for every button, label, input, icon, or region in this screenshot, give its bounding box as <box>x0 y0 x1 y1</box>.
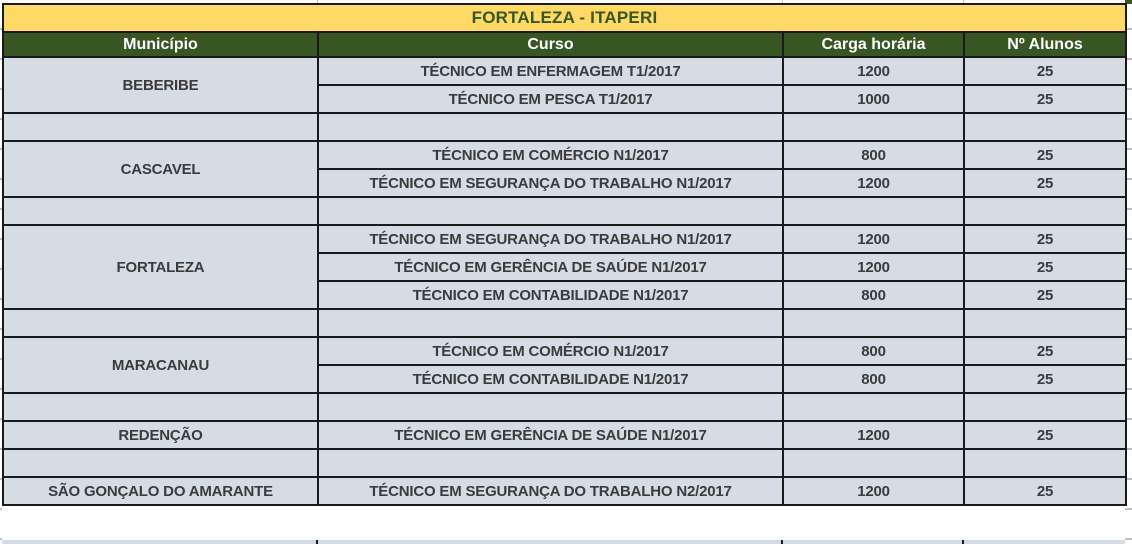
gridline-tick <box>316 540 318 544</box>
blank-cell[interactable] <box>3 197 318 225</box>
course-name-cell[interactable]: TÉCNICO EM SEGURANÇA DO TRABALHO N1/2017 <box>318 225 783 253</box>
course-name-cell[interactable]: TÉCNICO EM GERÊNCIA DE SAÚDE N1/2017 <box>318 253 783 281</box>
next-row-sliver <box>2 540 1125 544</box>
course-hours-cell[interactable]: 1200 <box>783 225 964 253</box>
municipality-cell[interactable]: SÃO GONÇALO DO AMARANTE <box>3 477 318 505</box>
separator-row <box>3 449 1126 477</box>
course-name-cell[interactable]: TÉCNICO EM SEGURANÇA DO TRABALHO N1/2017 <box>318 169 783 197</box>
course-row <box>3 141 1126 169</box>
blank-cell[interactable] <box>318 113 783 141</box>
course-hours-cell[interactable]: 800 <box>783 281 964 309</box>
blank-cell[interactable] <box>783 449 964 477</box>
course-name-cell[interactable]: TÉCNICO EM CONTABILIDADE N1/2017 <box>318 365 783 393</box>
course-hours-cell[interactable]: 1200 <box>783 253 964 281</box>
course-students-cell[interactable]: 25 <box>964 141 1126 169</box>
municipality-cell[interactable]: BEBERIBE <box>3 57 318 113</box>
blank-cell[interactable] <box>318 449 783 477</box>
course-students-cell[interactable]: 25 <box>964 477 1126 505</box>
course-hours-cell[interactable]: 1000 <box>783 85 964 113</box>
blank-cell[interactable] <box>3 309 318 337</box>
blank-cell[interactable] <box>318 393 783 421</box>
course-name-cell[interactable]: TÉCNICO EM COMÉRCIO N1/2017 <box>318 337 783 365</box>
course-schedule-table <box>2 3 1127 506</box>
course-students-cell[interactable]: 25 <box>964 337 1126 365</box>
column-header-curso[interactable]: Curso <box>318 32 783 57</box>
table-title-cell[interactable]: FORTALEZA - ITAPERI <box>3 4 1126 32</box>
separator-row <box>3 113 1126 141</box>
gridline-tick <box>781 540 783 544</box>
course-students-cell[interactable]: 25 <box>964 169 1126 197</box>
separator-row <box>3 309 1126 337</box>
course-hours-cell[interactable]: 800 <box>783 337 964 365</box>
blank-cell[interactable] <box>964 197 1126 225</box>
course-name-cell[interactable]: TÉCNICO EM PESCA T1/2017 <box>318 85 783 113</box>
course-students-cell[interactable]: 25 <box>964 253 1126 281</box>
course-name-cell[interactable]: TÉCNICO EM ENFERMAGEM T1/2017 <box>318 57 783 85</box>
blank-cell[interactable] <box>964 393 1126 421</box>
course-hours-cell[interactable]: 800 <box>783 365 964 393</box>
column-header-municipio[interactable]: Município <box>3 32 318 57</box>
blank-cell[interactable] <box>318 309 783 337</box>
course-table-body <box>3 57 1126 505</box>
blank-cell[interactable] <box>318 197 783 225</box>
separator-row <box>3 393 1126 421</box>
course-hours-cell[interactable]: 1200 <box>783 169 964 197</box>
course-students-cell[interactable]: 25 <box>964 85 1126 113</box>
blank-cell[interactable] <box>3 393 318 421</box>
course-hours-cell[interactable]: 800 <box>783 141 964 169</box>
course-row <box>3 337 1126 365</box>
course-row <box>3 477 1126 505</box>
blank-cell[interactable] <box>783 113 964 141</box>
blank-cell[interactable] <box>964 449 1126 477</box>
municipality-cell[interactable]: MARACANAU <box>3 337 318 393</box>
blank-cell[interactable] <box>3 449 318 477</box>
blank-cell[interactable] <box>783 197 964 225</box>
municipality-cell[interactable]: REDENÇÃO <box>3 421 318 449</box>
gridline-tick <box>962 540 964 544</box>
course-name-cell[interactable]: TÉCNICO EM CONTABILIDADE N1/2017 <box>318 281 783 309</box>
course-students-cell[interactable]: 25 <box>964 421 1126 449</box>
course-hours-cell[interactable]: 1200 <box>783 57 964 85</box>
course-row <box>3 57 1126 85</box>
course-name-cell[interactable]: TÉCNICO EM GERÊNCIA DE SAÚDE N1/2017 <box>318 421 783 449</box>
course-hours-cell[interactable]: 1200 <box>783 477 964 505</box>
course-row <box>3 225 1126 253</box>
blank-cell[interactable] <box>964 309 1126 337</box>
column-header-carga-horaria[interactable]: Carga horária <box>783 32 964 57</box>
municipality-cell[interactable]: FORTALEZA <box>3 225 318 309</box>
course-students-cell[interactable]: 25 <box>964 281 1126 309</box>
municipality-cell[interactable]: CASCAVEL <box>3 141 318 197</box>
course-name-cell[interactable]: TÉCNICO EM COMÉRCIO N1/2017 <box>318 141 783 169</box>
column-header-num-alunos[interactable]: Nº Alunos <box>964 32 1126 57</box>
blank-cell[interactable] <box>3 113 318 141</box>
course-hours-cell[interactable]: 1200 <box>783 421 964 449</box>
course-students-cell[interactable]: 25 <box>964 225 1126 253</box>
blank-cell[interactable] <box>964 113 1126 141</box>
course-students-cell[interactable]: 25 <box>964 365 1126 393</box>
header-row <box>3 32 1126 57</box>
blank-cell[interactable] <box>783 309 964 337</box>
title-row <box>3 4 1126 32</box>
course-row <box>3 421 1126 449</box>
blank-cell[interactable] <box>783 393 964 421</box>
course-students-cell[interactable]: 25 <box>964 57 1126 85</box>
separator-row <box>3 197 1126 225</box>
course-name-cell[interactable]: TÉCNICO EM SEGURANÇA DO TRABALHO N2/2017 <box>318 477 783 505</box>
